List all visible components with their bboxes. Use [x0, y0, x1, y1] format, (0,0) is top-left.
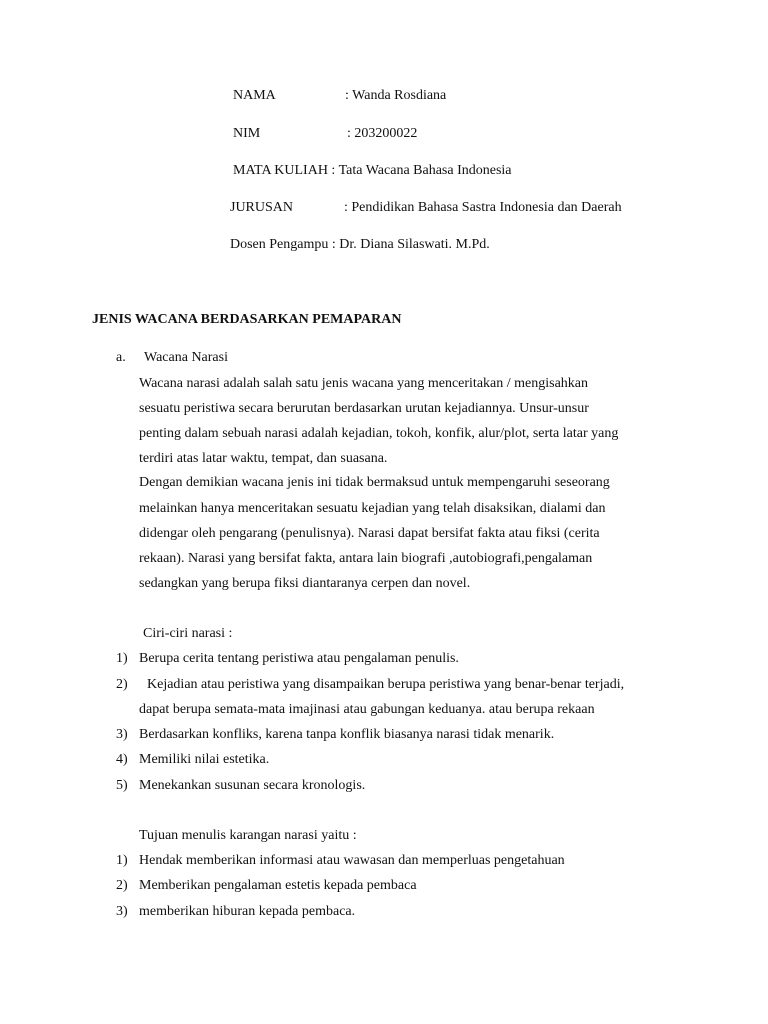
list-item: Memberikan pengalaman estetis kepada pembaca — [139, 878, 417, 893]
dosen-line: Dosen Pengampu : Dr. Diana Silaswati. M.Pd. — [230, 237, 490, 252]
paragraph-line: didengar oleh pengarang (penulisnya). Narasi dapat bersifat fakta atau fiksi (cerita — [139, 526, 600, 541]
nim-value: : 203200022 — [347, 126, 418, 141]
list-item: Hendak memberikan informasi atau wawasan dan memperluas pengetahuan — [139, 853, 565, 868]
list-item-number: 2) — [116, 878, 128, 893]
list-item: Menekankan susunan secara kronologis. — [139, 778, 366, 793]
paragraph-line: melainkan hanya menceritakan sesuatu kejadian yang telah disaksikan, dialami dan — [139, 501, 606, 516]
mata-kuliah-line: MATA KULIAH : Tata Wacana Bahasa Indonesia — [233, 163, 512, 178]
jurusan-value: : Pendidikan Bahasa Sastra Indonesia dan Daerah — [344, 200, 622, 215]
list-item: Berdasarkan konfliks, karena tanpa konflik biasanya narasi tidak menarik. — [139, 727, 555, 742]
list-item: memberikan hiburan kepada pembaca. — [139, 904, 356, 919]
nim-label: NIM — [233, 126, 261, 141]
paragraph-line: sedangkan yang berupa fiksi diantaranya cerpen dan novel. — [139, 576, 471, 591]
subsection-marker: a. — [116, 350, 126, 365]
ciri-heading: Ciri-ciri narasi : — [143, 626, 233, 641]
paragraph-line: sesuatu peristiwa secara berurutan berdasarkan urutan kejadiannya. Unsur-unsur — [139, 401, 589, 416]
tujuan-heading: Tujuan menulis karangan narasi yaitu : — [139, 828, 357, 843]
list-item-continuation: dapat berupa semata-mata imajinasi atau gabungan keduanya. atau berupa rekaan — [139, 702, 595, 717]
nama-value: : Wanda Rosdiana — [345, 88, 447, 103]
list-item: Kejadian atau peristiwa yang disampaikan berupa peristiwa yang benar-benar terjadi, — [147, 677, 625, 692]
nama-label: NAMA — [233, 88, 276, 103]
paragraph-line: penting dalam sebuah narasi adalah kejadian, tokoh, konfik, alur/plot, serta latar yang — [139, 426, 619, 441]
jurusan-label: JURUSAN — [230, 200, 294, 215]
list-item-number: 1) — [116, 853, 128, 868]
paragraph-line: Wacana narasi adalah salah satu jenis wacana yang menceritakan / mengisahkan — [139, 376, 589, 391]
list-item-number: 3) — [116, 727, 128, 742]
paragraph-line: rekaan). Narasi yang bersifat fakta, antara lain biografi ,autobiografi,pengalaman — [139, 551, 593, 566]
list-item-number: 4) — [116, 752, 128, 767]
list-item: Memiliki nilai estetika. — [139, 752, 270, 767]
list-item-number: 2) — [116, 677, 128, 692]
paragraph-line: Dengan demikian wacana jenis ini tidak bermaksud untuk mempengaruhi seseorang — [139, 475, 610, 490]
paragraph-line: terdiri atas latar waktu, tempat, dan suasana. — [139, 451, 388, 466]
section-title: JENIS WACANA BERDASARKAN PEMAPARAN — [92, 312, 402, 327]
list-item-number: 3) — [116, 904, 128, 919]
list-item: Berupa cerita tentang peristiwa atau pengalaman penulis. — [139, 651, 459, 666]
subsection-heading: Wacana Narasi — [144, 350, 228, 365]
list-item-number: 5) — [116, 778, 128, 793]
list-item-number: 1) — [116, 651, 128, 666]
